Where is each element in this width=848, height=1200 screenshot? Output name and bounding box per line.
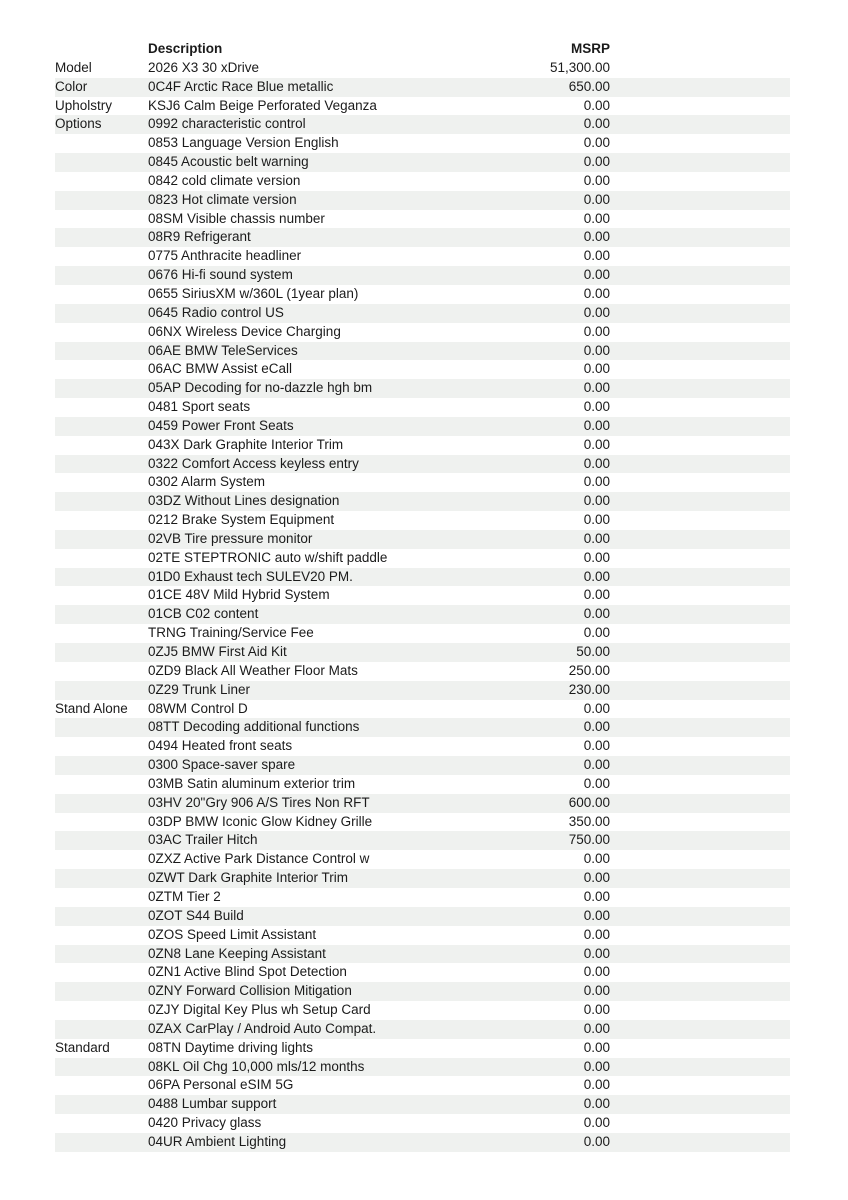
table-row — [55, 266, 790, 285]
table-row — [55, 342, 790, 361]
table-row — [55, 869, 790, 888]
msrp-cell: 0.00 — [583, 1020, 610, 1036]
msrp-cell: 0.00 — [583, 587, 610, 603]
description-cell: 0ZJY Digital Key Plus wh Setup Card — [148, 1002, 371, 1018]
msrp-cell: 0.00 — [583, 97, 610, 113]
msrp-cell: 0.00 — [583, 154, 610, 170]
msrp-cell: 0.00 — [583, 455, 610, 471]
table-row — [55, 360, 790, 379]
table-row — [55, 473, 790, 492]
description-cell: 0ZJ5 BMW First Aid Kit — [148, 644, 287, 659]
table-row — [55, 285, 790, 304]
table-row — [55, 888, 790, 907]
msrp-cell: 0.00 — [583, 964, 610, 980]
table-row — [55, 643, 790, 662]
msrp-cell: 0.00 — [583, 380, 610, 396]
table-row — [55, 153, 790, 172]
table-row — [55, 756, 790, 775]
description-cell: 0853 Language Version English — [148, 135, 339, 151]
table-row — [55, 172, 790, 191]
msrp-cell: 0.00 — [583, 1096, 610, 1112]
description-cell: 08KL Oil Chg 10,000 mls/12 months — [148, 1058, 365, 1074]
description-cell: 0322 Comfort Access keyless entry — [148, 455, 359, 471]
table-row — [55, 963, 790, 982]
msrp-cell: 0.00 — [583, 304, 610, 320]
table-row — [55, 1095, 790, 1114]
table-row — [55, 247, 790, 266]
description-cell: 0ZXZ Active Park Distance Control w — [148, 851, 370, 867]
msrp-cell: 0.00 — [583, 248, 610, 264]
description-cell: 0302 Alarm System — [148, 474, 266, 490]
table-row — [55, 1020, 790, 1039]
table-row — [55, 982, 790, 1001]
category-label: Stand Alone — [55, 700, 128, 716]
msrp-cell: 0.00 — [583, 983, 610, 999]
table-row — [55, 926, 790, 945]
msrp-cell: 0.00 — [583, 907, 610, 923]
msrp-cell: 0.00 — [583, 361, 610, 377]
description-cell: 0ZTM Tier 2 — [148, 888, 221, 904]
description-cell: 0ZOT S44 Build — [148, 907, 244, 923]
description-cell: 01CE 48V Mild Hybrid System — [148, 587, 330, 603]
msrp-cell: 0.00 — [583, 1058, 610, 1074]
table-row — [55, 700, 790, 719]
msrp-cell: 0.00 — [583, 191, 610, 207]
description-cell: 05AP Decoding for no-dazzle hgh bm — [148, 380, 373, 396]
description-cell: 0655 SiriusXM w/360L (1year plan) — [148, 285, 359, 301]
table-row — [55, 191, 790, 210]
table-row — [55, 210, 790, 229]
table-row — [55, 492, 790, 511]
table-row — [55, 813, 790, 832]
msrp-cell: 350.00 — [568, 813, 610, 829]
description-cell: 04UR Ambient Lighting — [148, 1133, 287, 1149]
description-cell: 0775 Anthracite headliner — [148, 248, 302, 264]
table-row — [55, 530, 790, 549]
description-cell: 0ZD9 Black All Weather Floor Mats — [148, 662, 358, 678]
msrp-cell: 0.00 — [583, 549, 610, 565]
table-row — [55, 1058, 790, 1077]
msrp-cell: 250.00 — [568, 662, 610, 678]
msrp-cell: 0.00 — [583, 399, 610, 415]
msrp-cell: 230.00 — [568, 681, 610, 697]
description-cell: 0300 Space-saver spare — [148, 757, 296, 773]
description-cell: 02TE STEPTRONIC auto w/shift paddle — [148, 549, 388, 565]
description-cell: 0494 Heated front seats — [148, 738, 293, 754]
description-cell: 08TT Decoding additional functions — [148, 719, 360, 735]
table-row — [55, 662, 790, 681]
description-cell: 0ZN1 Active Blind Spot Detection — [148, 964, 347, 980]
table-row — [55, 681, 790, 700]
table-row — [55, 737, 790, 756]
msrp-cell: 0.00 — [583, 870, 610, 886]
msrp-cell: 0.00 — [583, 135, 610, 151]
category-label: Model — [55, 59, 92, 75]
description-cell: TRNG Training/Service Fee — [148, 625, 314, 641]
description-cell: 0C4F Arctic Race Blue metallic — [148, 78, 334, 94]
table-row — [55, 398, 790, 417]
msrp-cell: 0.00 — [583, 417, 610, 433]
description-cell: 0842 cold climate version — [148, 172, 301, 188]
description-cell: 0459 Power Front Seats — [148, 417, 294, 433]
description-cell: 02VB Tire pressure monitor — [148, 530, 313, 546]
table-row — [55, 568, 790, 587]
msrp-cell: 0.00 — [583, 625, 610, 641]
msrp-cell: 50.00 — [576, 644, 610, 659]
category-label: Options — [55, 116, 102, 132]
table-row — [55, 945, 790, 964]
msrp-cell: 0.00 — [583, 700, 610, 716]
table-row — [55, 455, 790, 474]
description-cell: 0645 Radio control US — [148, 304, 284, 320]
description-cell: 08WM Control D — [148, 700, 248, 716]
table-row — [55, 78, 790, 97]
msrp-column-header: MSRP — [570, 41, 610, 56]
msrp-cell: 0.00 — [583, 888, 610, 904]
msrp-cell: 0.00 — [583, 172, 610, 188]
table-row — [55, 228, 790, 247]
description-cell: 08SM Visible chassis number — [148, 210, 325, 226]
msrp-cell: 0.00 — [583, 493, 610, 509]
table-row — [55, 323, 790, 342]
table-row — [55, 831, 790, 850]
table-row — [55, 1133, 790, 1152]
msrp-cell: 0.00 — [583, 851, 610, 867]
category-label: Standard — [55, 1039, 110, 1055]
description-cell: 06AC BMW Assist eCall — [148, 361, 293, 377]
description-column-header: Description — [148, 41, 223, 56]
vehicle-spec-sheet — [0, 40, 790, 1152]
table-row — [55, 1076, 790, 1095]
msrp-cell: 0.00 — [583, 210, 610, 226]
description-cell: 0ZAX CarPlay / Android Auto Compat. — [148, 1020, 377, 1036]
description-cell: 0845 Acoustic belt warning — [148, 154, 309, 170]
msrp-cell: 0.00 — [583, 512, 610, 528]
table-row — [55, 436, 790, 455]
table-row — [55, 775, 790, 794]
table-row — [55, 586, 790, 605]
msrp-cell: 0.00 — [583, 926, 610, 942]
table-row — [55, 304, 790, 323]
spec-table-body — [0, 59, 790, 1152]
msrp-cell: 0.00 — [583, 1002, 610, 1018]
table-row — [55, 907, 790, 926]
description-cell: 0992 characteristic control — [148, 116, 306, 132]
description-cell: 08TN Daytime driving lights — [148, 1039, 314, 1055]
description-cell: 043X Dark Graphite Interior Trim — [148, 436, 344, 452]
description-cell: 0481 Sport seats — [148, 399, 251, 415]
msrp-cell: 0.00 — [583, 285, 610, 301]
table-row — [55, 850, 790, 869]
description-cell: 0ZN8 Lane Keeping Assistant — [148, 945, 326, 961]
table-row — [55, 794, 790, 813]
msrp-cell: 0.00 — [583, 1077, 610, 1093]
msrp-cell: 0.00 — [583, 229, 610, 245]
msrp-cell: 0.00 — [583, 738, 610, 754]
description-cell: 03HV 20"Gry 906 A/S Tires Non RFT — [148, 794, 370, 810]
msrp-cell: 0.00 — [583, 606, 610, 622]
category-label: Upholstry — [55, 97, 113, 113]
table-row — [55, 605, 790, 624]
msrp-cell: 0.00 — [583, 323, 610, 339]
msrp-cell: 650.00 — [568, 78, 610, 94]
table-row — [55, 1001, 790, 1020]
msrp-cell: 600.00 — [568, 794, 610, 810]
table-row — [55, 97, 790, 116]
table-row — [55, 1114, 790, 1133]
msrp-cell: 0.00 — [583, 474, 610, 490]
table-row — [55, 1039, 790, 1058]
description-cell: 03DZ Without Lines designation — [148, 493, 340, 509]
table-header — [55, 40, 790, 59]
description-cell: 08R9 Refrigerant — [148, 229, 251, 245]
msrp-cell: 0.00 — [583, 116, 610, 132]
msrp-cell: 0.00 — [583, 945, 610, 961]
msrp-cell: 0.00 — [583, 1133, 610, 1149]
msrp-cell: 0.00 — [583, 267, 610, 283]
table-row — [55, 549, 790, 568]
description-cell: 06PA Personal eSIM 5G — [148, 1077, 294, 1093]
description-cell: 03MB Satin aluminum exterior trim — [148, 775, 356, 791]
msrp-cell: 51,300.00 — [549, 59, 610, 75]
description-cell: 06NX Wireless Device Charging — [148, 323, 341, 339]
table-row — [55, 134, 790, 153]
msrp-cell: 0.00 — [583, 719, 610, 735]
msrp-cell: 0.00 — [583, 568, 610, 584]
table-row — [55, 115, 790, 134]
description-cell: 01D0 Exhaust tech SULEV20 PM. — [148, 568, 353, 584]
msrp-cell: 0.00 — [583, 1039, 610, 1055]
description-cell: 0212 Brake System Equipment — [148, 512, 335, 528]
description-cell: 03DP BMW Iconic Glow Kidney Grille — [148, 813, 373, 829]
table-row — [55, 379, 790, 398]
table-row — [55, 718, 790, 737]
description-cell: 0420 Privacy glass — [148, 1115, 262, 1131]
description-cell: 0ZNY Forward Collision Mitigation — [148, 983, 352, 999]
description-cell: 0488 Lumbar support — [148, 1096, 277, 1112]
table-row — [55, 59, 790, 78]
table-row — [55, 624, 790, 643]
msrp-cell: 0.00 — [583, 530, 610, 546]
description-cell: 0823 Hot climate version — [148, 191, 297, 207]
description-cell: 01CB C02 content — [148, 606, 259, 622]
description-cell: 0Z29 Trunk Liner — [148, 681, 251, 697]
category-label: Color — [55, 78, 88, 94]
description-cell: 0676 Hi-fi sound system — [148, 267, 293, 283]
msrp-cell: 0.00 — [583, 757, 610, 773]
description-cell: 0ZWT Dark Graphite Interior Trim — [148, 870, 349, 886]
msrp-cell: 0.00 — [583, 775, 610, 791]
table-row — [55, 511, 790, 530]
msrp-cell: 0.00 — [583, 342, 610, 358]
msrp-cell: 0.00 — [583, 1115, 610, 1131]
description-cell: 06AE BMW TeleServices — [148, 342, 298, 358]
description-cell: 03AC Trailer Hitch — [148, 832, 258, 848]
description-cell: 2026 X3 30 xDrive — [148, 59, 260, 75]
msrp-cell: 0.00 — [583, 436, 610, 452]
table-row — [55, 417, 790, 436]
msrp-cell: 750.00 — [568, 832, 610, 848]
description-cell: 0ZOS Speed Limit Assistant — [148, 926, 317, 942]
description-cell: KSJ6 Calm Beige Perforated Veganza — [148, 97, 377, 113]
